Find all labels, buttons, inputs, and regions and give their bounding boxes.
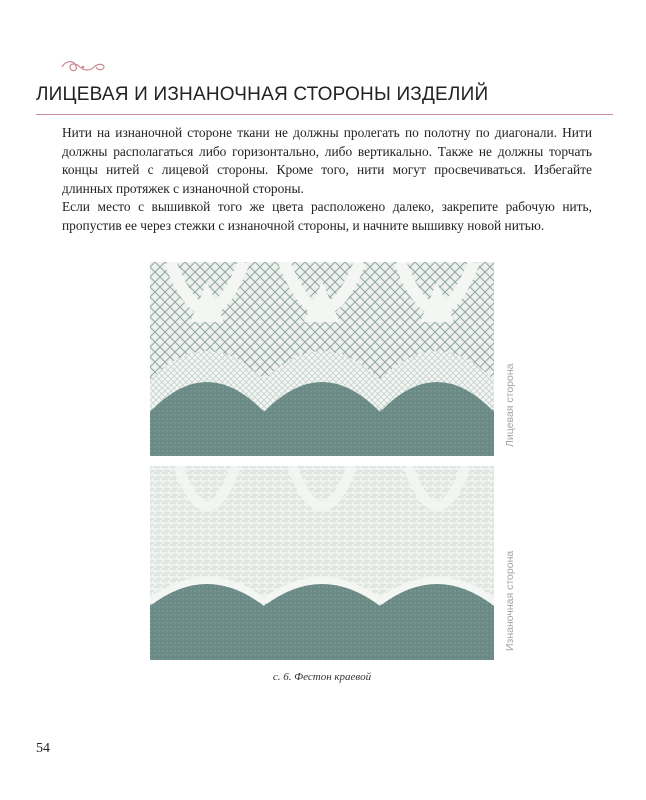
body-text	[62, 124, 592, 236]
title-divider	[36, 114, 613, 115]
back-side-photo	[150, 466, 494, 660]
page-number: 54	[36, 741, 50, 756]
section-title: ЛИЦЕВАЯ И ИЗНАНОЧНАЯ СТОРОНЫ ИЗДЕЛИЙ	[36, 84, 489, 105]
figure-caption: с. 6. Фестон краевой	[272, 671, 372, 683]
decorative-flourish-icon	[60, 58, 106, 74]
paragraph: Если место с вышивкой того же цвета расположено далеко, закрепите рабочую нить, пропустив ее через стежки с изнаночной стороны, и начните вышивку новой нитью.	[62, 199, 592, 233]
back-side-label: Изнаночная сторона	[504, 550, 516, 651]
paragraph: Нити на изнаночной стороне ткани не должны пролегать по полотну по диагонали. Нити должны располагаться либо горизонтально, либо вертикально. Также не должны торчать концы нитей с лицевой стороны. Кроме того, нити могут просвечиваться. Избегайте длинных протяжек с изнаночной стороны.	[62, 125, 592, 196]
front-side-photo	[150, 262, 494, 456]
front-side-label: Лицевая сторона	[504, 363, 516, 447]
